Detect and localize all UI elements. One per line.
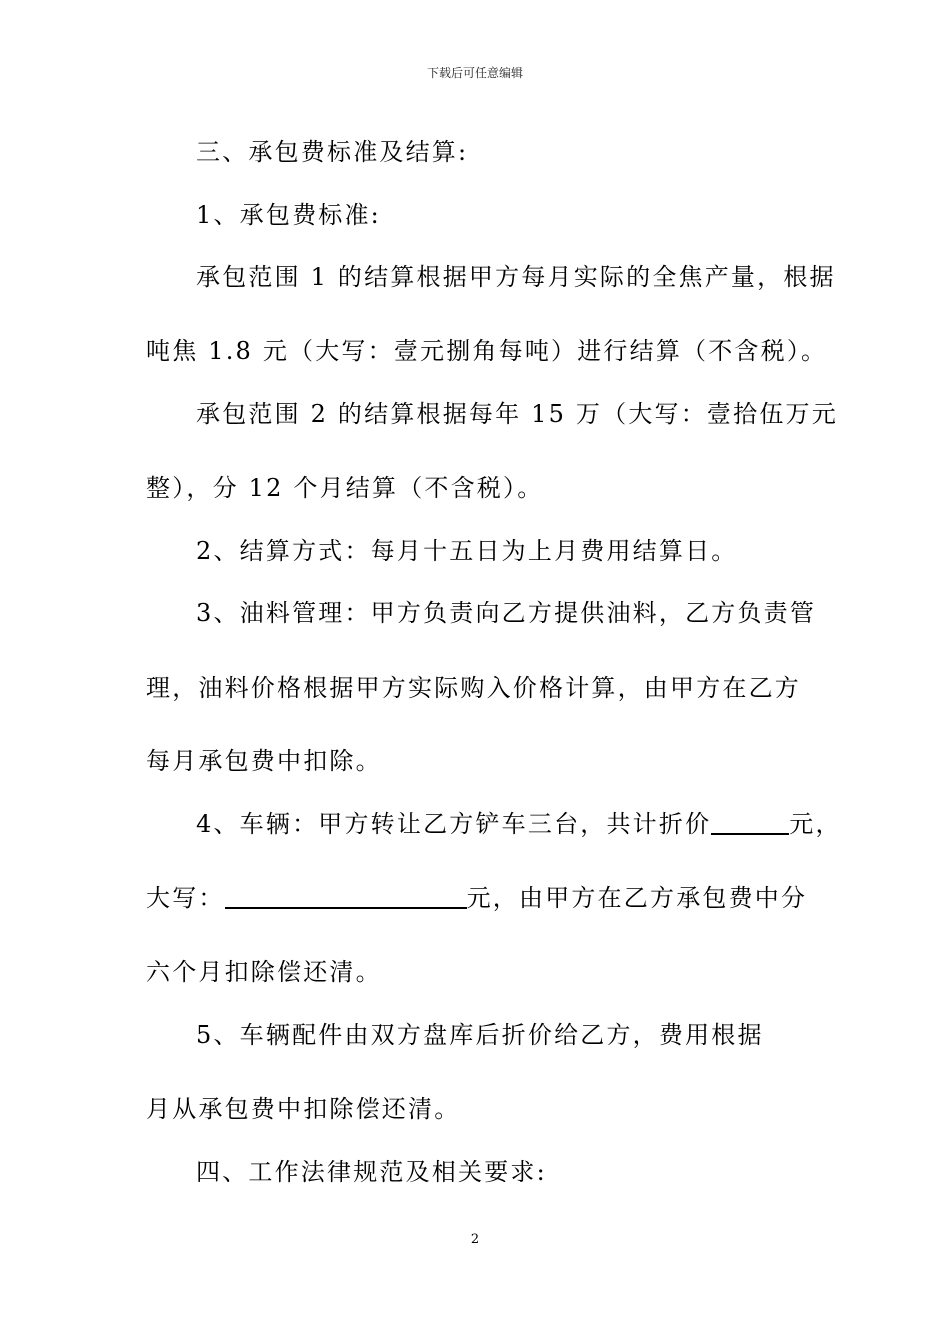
- page-header: 下载后可任意编辑: [426, 66, 523, 80]
- item-4-text-b: 元，: [789, 810, 842, 838]
- item-4-text-c: 大写：: [146, 884, 225, 912]
- item-1-title: 1、承包费标准:: [196, 201, 381, 229]
- section-4-title: 四、工作法律规范及相关要求:: [196, 1158, 547, 1186]
- item-3-line-1: 3、油料管理：甲方负责向乙方提供油料，乙方负责管: [196, 599, 817, 627]
- item-4-line-1: [196, 809, 842, 839]
- price-blank-line: [711, 809, 789, 835]
- amount-words-blank-line: [225, 883, 467, 909]
- item-4-text-a: 4、车辆：甲方转让乙方铲车三台，共计折价: [196, 810, 712, 838]
- paragraph-scope-1-line-1: 承包范围 1 的结算根据甲方每月实际的全焦产量，根据: [196, 263, 836, 291]
- paragraph-scope-2-line-1: 承包范围 2 的结算根据每年 15 万（大写：壹拾伍万元: [196, 400, 838, 428]
- item-4-text-d: 元，由甲方在乙方承包费中分: [466, 884, 808, 912]
- item-5-line-1: 5、车辆配件由双方盘库后折价给乙方，费用根据: [196, 1021, 764, 1049]
- item-4-line-2: [146, 883, 806, 913]
- paragraph-scope-2-line-2: 整），分 12 个月结算（不含税）。: [146, 474, 544, 502]
- paragraph-scope-1-line-2: 吨焦 1.8 元（大写：壹元捌角每吨）进行结算（不含税）。: [146, 337, 828, 365]
- item-4-line-3: 六个月扣除偿还清。: [146, 958, 382, 986]
- item-5-line-2: 月从承包费中扣除偿还清。: [146, 1095, 461, 1123]
- page-number: 2: [470, 1232, 480, 1247]
- section-3-title: 三、承包费标准及结算:: [196, 138, 469, 166]
- item-2-settlement: 2、结算方式：每月十五日为上月费用结算日。: [196, 537, 738, 565]
- item-3-line-2: 理，油料价格根据甲方实际购入价格计算，由甲方在乙方: [146, 674, 801, 702]
- item-3-line-3: 每月承包费中扣除。: [146, 747, 382, 775]
